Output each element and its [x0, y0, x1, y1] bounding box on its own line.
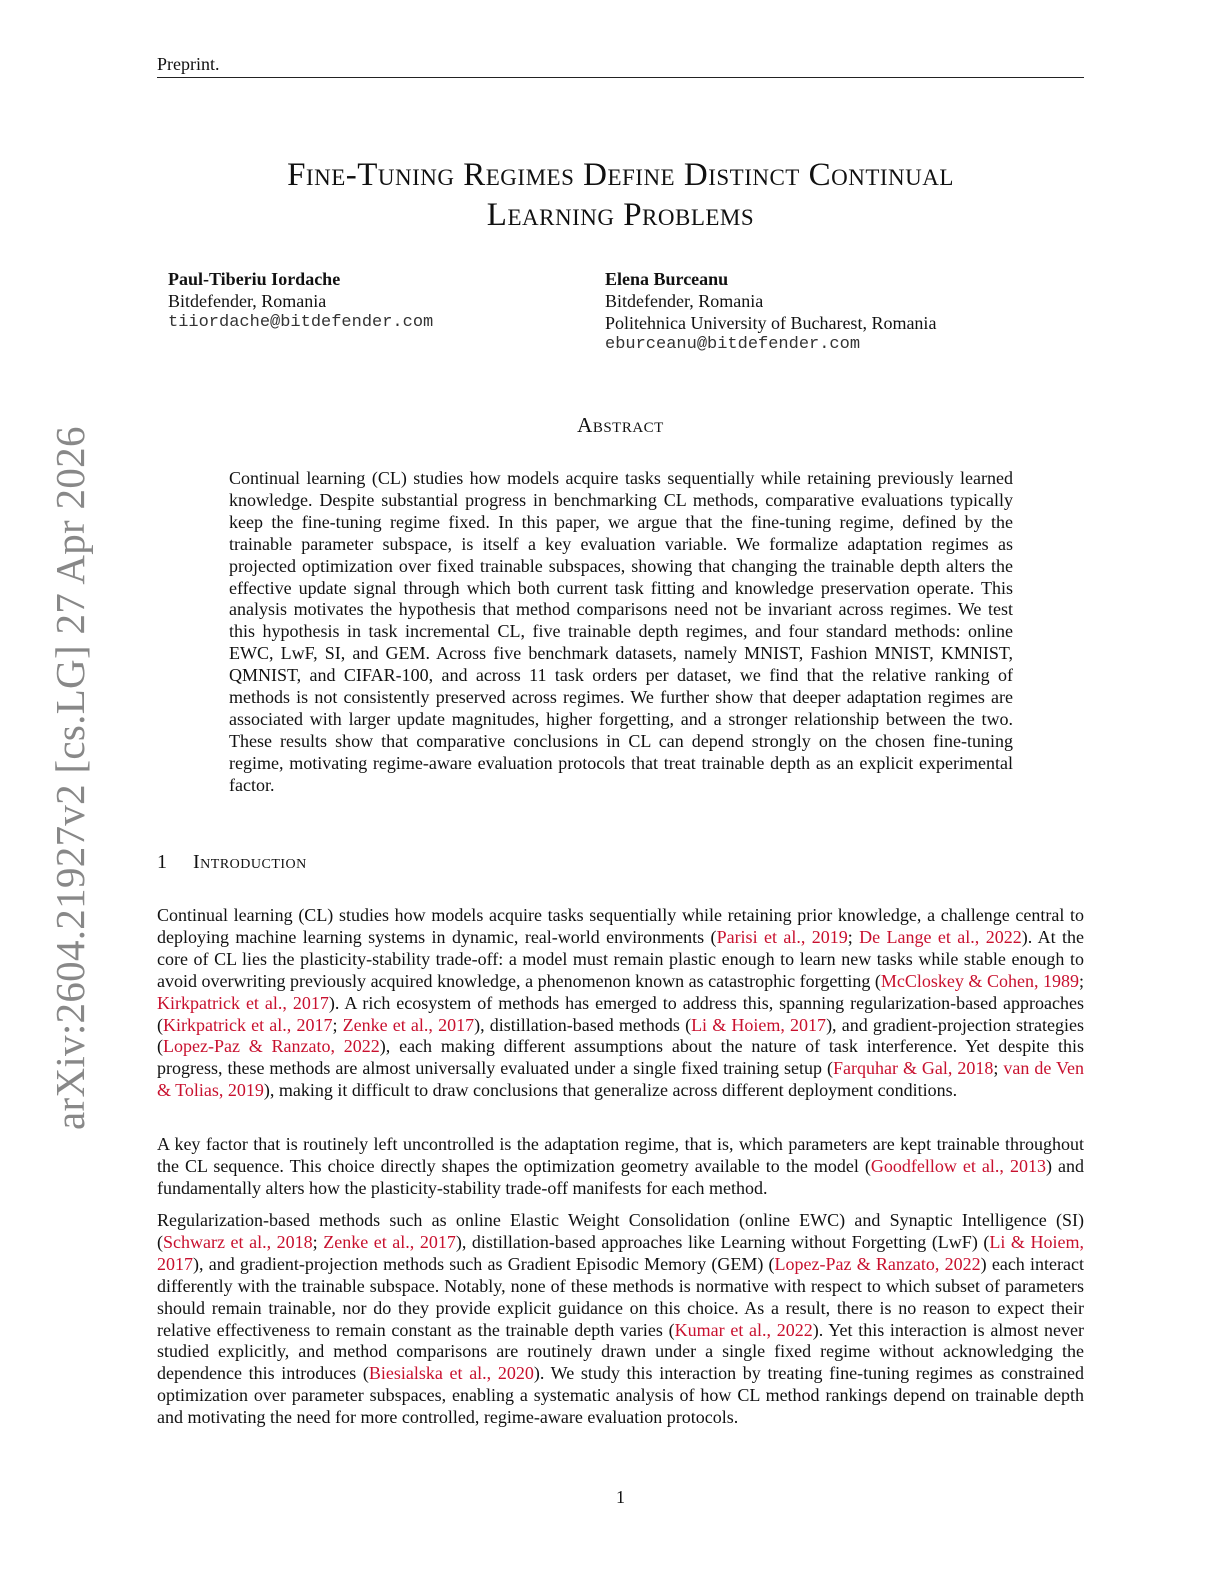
paragraph-text: ; [1078, 970, 1084, 991]
running-head: Preprint. [157, 52, 1084, 78]
paragraph-text: ), distillation-based approaches like Learning without Forgetting (LwF) ( [455, 1231, 990, 1252]
abstract-heading: Abstract [577, 413, 664, 437]
paper-title [157, 155, 1084, 235]
citation-link[interactable]: Parisi et al., 2019 [716, 926, 848, 947]
intro-paragraph-3 [157, 1210, 1084, 1429]
citation-link[interactable]: Schwarz et al., 2018 [163, 1231, 313, 1252]
paragraph-text: ). We study this interaction by treating fine-tuning regimes as constrained optimization over parameter subspaces, enabling a systematic analysis of how CL method rankings depend on trainable depth and motivating the need for more controlled, regime-aware evaluation protocols. [157, 1363, 1084, 1428]
citation-link[interactable]: Li & Hoiem, 2017 [157, 1231, 1084, 1274]
citation-link[interactable]: Biesialska et al., 2020 [368, 1363, 534, 1384]
citation-link[interactable]: De Lange et al., 2022 [859, 926, 1022, 947]
paragraph-text: ) and fundamentally alters how the plasticity-stability trade-off manifests for each method. [157, 1155, 1084, 1198]
paragraph-text: ) each interact differently with the trainable subspace. Notably, none of these methods is normative with respect to which subset of parameters should remain trainable, nor do they provide explicit guidance on this choice. As a result, there is no reason to expect their relative effectiveness to remain constant as the trainable depth varies ( [157, 1253, 1084, 1340]
paragraph-text: Continual learning (CL) studies how models acquire tasks sequentially while retaining prior knowledge, a challenge central to deploying machine learning systems in dynamic, real-world environments ( [157, 905, 1084, 947]
paragraph-text: ), and gradient-projection strategies ( [157, 1014, 1084, 1057]
citation-link[interactable]: Lopez-Paz & Ranzato, 2022 [163, 1036, 380, 1057]
paragraph-text: ; [312, 1231, 324, 1252]
citation-link[interactable]: Goodfellow et al., 2013 [870, 1155, 1046, 1176]
author-name: Paul-Tiberiu Iordache [168, 269, 341, 289]
citation-link[interactable]: McCloskey & Cohen, 1989 [880, 970, 1079, 991]
author-email[interactable]: eburceanu@bitdefender.com [605, 335, 861, 354]
paragraph-text: ), distillation-based methods ( [474, 1014, 692, 1035]
citation-link[interactable]: Zenke et al., 2017 [342, 1014, 475, 1035]
section-heading [157, 851, 307, 874]
citation-link[interactable]: van de Ven & Tolias, 2019 [157, 1058, 1084, 1101]
section-number: 1 [157, 851, 168, 873]
author-affiliation-2: Politehnica University of Bucharest, Romania [605, 313, 937, 333]
intro-paragraph-2 [157, 1134, 1084, 1200]
author-affiliation: Bitdefender, Romania [168, 291, 327, 311]
citation-link[interactable]: Lopez-Paz & Ranzato, 2022 [774, 1253, 981, 1274]
paragraph-text: Regularization-based methods such as online Elastic Weight Consolidation (online EWC) and Synaptic Intelligence (SI) ( [157, 1210, 1084, 1252]
paragraph-text: ), each making different assumptions about the nature of task interference. Yet despite this progress, these methods are almost universally evaluated under a single fixed training setup ( [157, 1036, 1084, 1079]
paragraph-text: A key factor that is routinely left uncontrolled is the adaptation regime, that is, which parameters are kept trainable throughout the CL sequence. This choice directly shapes the optimization geometry available to the model ( [157, 1134, 1084, 1176]
intro-paragraph-1 [157, 905, 1084, 1102]
title-line-1: Fine-Tuning Regimes Define Distinct Continual [287, 157, 954, 193]
abstract-text: Continual learning (CL) studies how models acquire tasks sequentially while retaining previously learned knowledge. Despite substantial progress in benchmarking CL methods, comparative evaluations typically keep the fine-tuning regime fixed. In this paper, we argue that the fine-tuning regime, defined by the trainable parameter subspace, is itself a key evaluation variable. We formalize adaptation regimes as projected optimization over fixed trainable subspaces, showing that changing the trainable depth alters the effective update signal through which both current task fitting and knowledge preservation operate. This analysis motivates the hypothesis that method comparisons need not be invariant across regimes. We test this hypothesis in task incremental CL, five trainable depth regimes, and four standard methods: online EWC, LwF, SI, and GEM. Across five benchmark datasets, namely MNIST, Fashion MNIST, KMNIST, QMNIST, and CIFAR-100, and across 11 task orders per dataset, we find that the relative ranking of methods is not consistently preserved across regimes. We further show that deeper adaptation regimes are associated with larger update magnitudes, higher forgetting, and a stronger relationship between the two. These results show that comparative conclusions in CL can depend strongly on the chosen fine-tuning regime, motivating regime-aware evaluation protocols that treat trainable depth as an explicit experimental factor. [229, 468, 1013, 795]
citation-link[interactable]: Farquhar & Gal, 2018 [833, 1058, 994, 1079]
citation-link[interactable]: Kirkpatrick et al., 2017 [157, 992, 329, 1013]
paragraph-text: ; [993, 1058, 1004, 1079]
paragraph-text: ), and gradient-projection methods such as Gradient Episodic Memory (GEM) ( [193, 1253, 775, 1274]
author-block-1 [168, 268, 433, 334]
paragraph-text: ), making it difficult to draw conclusions that generalize across different deployment conditions. [263, 1080, 958, 1101]
citation-link[interactable]: Li & Hoiem, 2017 [691, 1014, 827, 1035]
author-name: Elena Burceanu [605, 269, 729, 289]
author-block-2 [605, 268, 936, 356]
title-line-2: Learning Problems [486, 197, 755, 233]
citation-link[interactable]: Kirkpatrick et al., 2017 [163, 1014, 333, 1035]
author-affiliation: Bitdefender, Romania [605, 291, 764, 311]
citation-link[interactable]: Kumar et al., 2022 [674, 1319, 813, 1340]
paragraph-text: ). At the core of CL lies the plasticity-stability trade-off: a model must remain plastic enough to learn new tasks while stable enough to avoid overwriting previously acquired knowledge, a phenomenon known as catastrophic forgetting ( [157, 926, 1084, 991]
paragraph-text: ; [847, 926, 860, 947]
paragraph-text: ). A rich ecosystem of methods has emerged to address this, spanning regularization-based approaches ( [157, 992, 1084, 1035]
author-email[interactable]: tiiordache@bitdefender.com [168, 313, 434, 332]
section-title: Introduction [193, 851, 307, 873]
arxiv-identifier-stamp[interactable]: arXiv:2604.21927v2 [cs.LG] 27 Apr 2026 [47, 426, 93, 1130]
citation-link[interactable]: Zenke et al., 2017 [323, 1231, 456, 1252]
paragraph-text: ). Yet this interaction is almost never studied explicitly, and method comparisons are routinely drawn under a single fixed regime without acknowledging the dependence this introduces ( [157, 1319, 1085, 1384]
paragraph-text: ; [332, 1014, 343, 1035]
page-number: 1 [616, 1487, 625, 1507]
